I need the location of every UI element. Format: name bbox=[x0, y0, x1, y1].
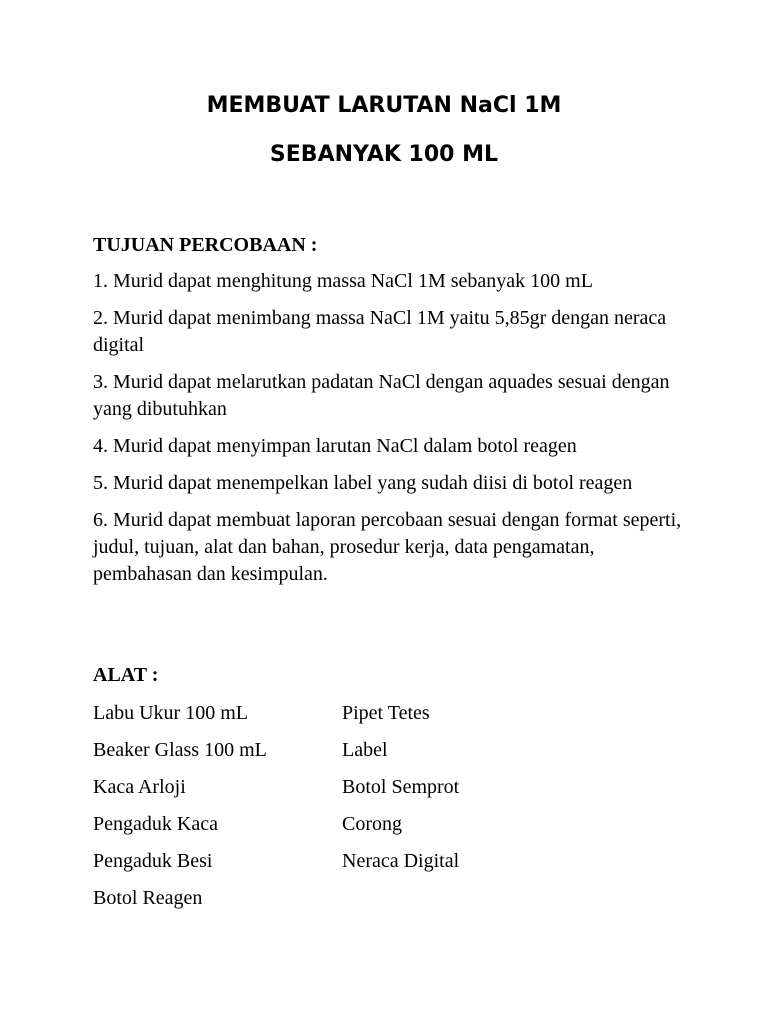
alat-item-beaker-glass: Beaker Glass 100 mL bbox=[93, 739, 267, 761]
alat-item-botol-semprot: Botol Semprot bbox=[342, 776, 460, 798]
tujuan-item-2: 2. Murid dapat menimbang massa NaCl 1M yaitu 5,85gr dengan neraca digital bbox=[93, 307, 667, 356]
tujuan-list bbox=[93, 268, 693, 598]
tujuan-item-5: 5. Murid dapat menempelkan label yang sudah diisi di botol reagen bbox=[93, 472, 633, 494]
alat-item-label: Label bbox=[342, 739, 388, 761]
alat-row bbox=[93, 700, 693, 727]
alat-item-kaca-arloji: Kaca Arloji bbox=[93, 776, 186, 798]
alat-row bbox=[93, 848, 693, 875]
document-title-line-2: SEBANYAK 100 ML bbox=[269, 142, 499, 167]
alat-list bbox=[93, 700, 693, 922]
tujuan-item-3: 3. Murid dapat melarutkan padatan NaCl dengan aquades sesuai dengan yang dibutuhkan bbox=[93, 371, 670, 420]
tujuan-item-6: 6. Murid dapat membuat laporan percobaan sesuai dengan format seperti, judul, tujuan, alat dan bahan, prosedur kerja, data pengamatan, pembahasan dan kesimpulan. bbox=[93, 509, 682, 585]
alat-row bbox=[93, 885, 693, 912]
alat-item-corong: Corong bbox=[342, 813, 402, 835]
tujuan-item-1: 1. Murid dapat menghitung massa NaCl 1M sebanyak 100 mL bbox=[93, 270, 593, 292]
alat-row bbox=[93, 774, 693, 801]
alat-item-pengaduk-kaca: Pengaduk Kaca bbox=[93, 813, 218, 835]
tujuan-item-4: 4. Murid dapat menyimpan larutan NaCl dalam botol reagen bbox=[93, 435, 577, 457]
document-title-line-1: MEMBUAT LARUTAN NaCl 1M bbox=[206, 93, 562, 118]
alat-row bbox=[93, 737, 693, 764]
alat-item-pipet-tetes: Pipet Tetes bbox=[342, 702, 430, 724]
alat-heading: ALAT : bbox=[93, 664, 159, 686]
tujuan-heading: TUJUAN PERCOBAAN : bbox=[93, 234, 318, 256]
alat-row bbox=[93, 811, 693, 838]
alat-item-neraca-digital: Neraca Digital bbox=[342, 850, 460, 872]
alat-item-botol-reagen: Botol Reagen bbox=[93, 887, 203, 909]
alat-item-labu-ukur: Labu Ukur 100 mL bbox=[93, 702, 248, 724]
alat-item-pengaduk-besi: Pengaduk Besi bbox=[93, 850, 213, 872]
